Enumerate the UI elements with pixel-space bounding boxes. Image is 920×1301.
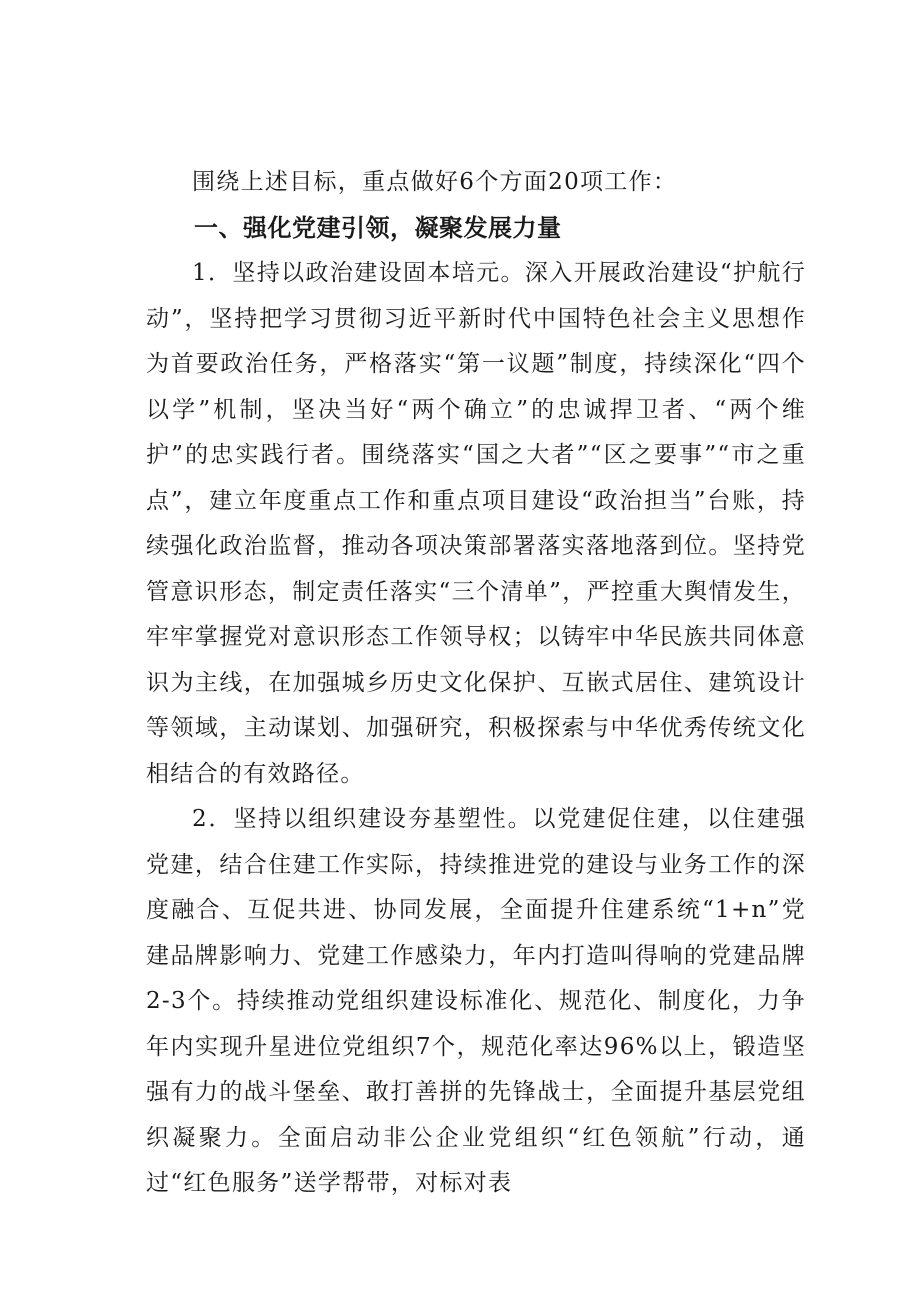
intro-paragraph: 围绕上述目标，重点做好6个方面20项工作： [192, 169, 678, 195]
body-paragraph-1: 1．坚持以政治建设固本培元。深入开展政治建设“护航行动”，坚持把学习贯彻习近平新时代中国特色社会主义思想作为首要政治任务，严格落实“第一议题”制度，持续深化“四个以学”机制，坚决当好“两个确立”的忠诚捍卫者、“两个维护”的忠实践行者。围绕落实“国之大者”“区之要事”“市之重点”，建立年度重点工作和重点项目建设“政治担当”台账，持续强化政治监督，推动各项决策部署落实落地落到位。坚持党管意识形态，制定责任落实“三个清单”，严控重大舆情发生，牢牢掌握党对意识形态工作领导权；以铸牢中华民族共同体意识为主线，在加强城乡历史文化保护、互嵌式居住、建筑设计等领域，主动谋划、加强研究，积极探索与中华优秀传统文化相结合的有效路径。 [146, 260, 806, 787]
section-heading: 一、强化党建引领，凝聚发展力量 [194, 213, 562, 242]
body-paragraph-2: 2．坚持以组织建设夯基塑性。以党建促住建，以住建强党建，结合住建工作实际，持续推进党的建设与业务工作的深度融合、互促共进、协同发展，全面提升住建系统“1+n”党建品牌影响力、党建工作感染力，年内打造叫得响的党建品牌2-3个。持续推动党组织建设标准化、规范化、制度化，力争年内实现升星进位党组织7个，规范化率达96%以上，锻造坚强有力的战斗堡垒、敢打善拼的先锋战士，全面提升基层党组织凝聚力。全面启动非公企业党组织“红色领航”行动，通过“红色服务”送学帮带，对标对表 [146, 806, 806, 1196]
document-body [146, 160, 806, 1207]
